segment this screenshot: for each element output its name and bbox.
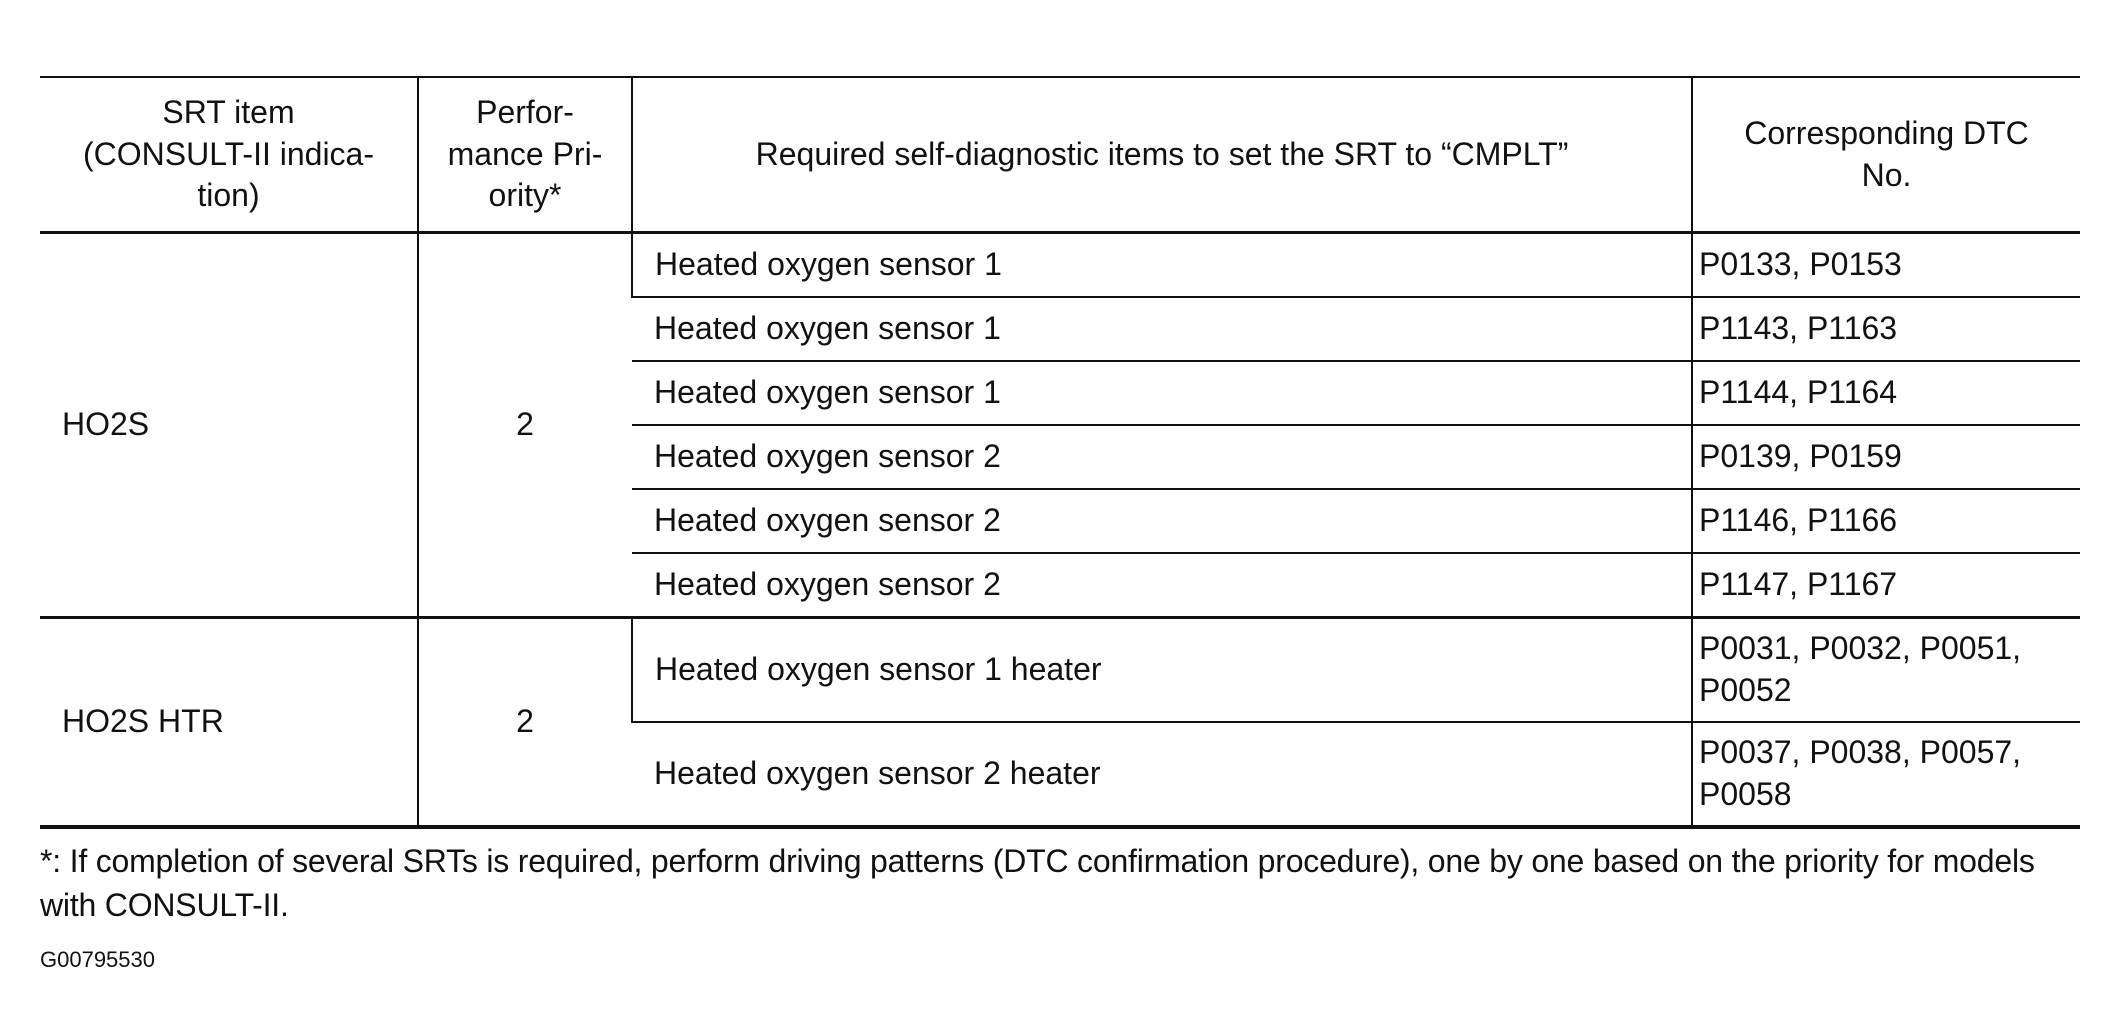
- self-diag-item-cell: Heated oxygen sensor 2: [632, 425, 1692, 489]
- header-row: [40, 77, 2080, 233]
- self-diag-item-cell: Heated oxygen sensor 2 heater: [632, 722, 1692, 827]
- self-diag-item-cell: Heated oxygen sensor 2: [632, 553, 1692, 618]
- header-required-items: [632, 77, 1692, 233]
- document-page: [40, 76, 2080, 973]
- figure-id: G00795530: [40, 947, 155, 972]
- header-dtc-no-line-2: No.: [1861, 156, 1912, 193]
- header-priority-line-2: mance Pri-: [447, 135, 603, 172]
- self-diag-item-cell: Heated oxygen sensor 1 heater: [632, 618, 1692, 723]
- header-dtc-no: [1692, 77, 2080, 233]
- table-header: [40, 77, 2080, 233]
- srt-item-cell: HO2S: [40, 233, 418, 618]
- header-srt-item-line-3: tion): [197, 177, 260, 214]
- header-priority: [418, 77, 632, 233]
- header-required-items-line-1: Required self-diagnostic items to set the SRT to “CMPLT”: [755, 135, 1569, 172]
- srt-table: [40, 76, 2080, 829]
- srt-item-cell: HO2S HTR: [40, 618, 418, 828]
- header-dtc-no-line-1: Corresponding DTC: [1744, 114, 2029, 151]
- header-srt-item: [40, 77, 418, 233]
- header-priority-line-3: ority*: [488, 177, 562, 214]
- self-diag-item-cell: Heated oxygen sensor 1: [632, 297, 1692, 361]
- dtc-cell: P0037, P0038, P0057, P0058: [1692, 722, 2080, 827]
- dtc-cell: P1147, P1167: [1692, 553, 2080, 618]
- dtc-cell: P1144, P1164: [1692, 361, 2080, 425]
- self-diag-item-cell: Heated oxygen sensor 2: [632, 489, 1692, 553]
- priority-cell: 2: [418, 233, 632, 618]
- table-row: [40, 618, 2080, 723]
- self-diag-item-cell: Heated oxygen sensor 1: [632, 233, 1692, 298]
- dtc-cell: P0133, P0153: [1692, 233, 2080, 298]
- self-diag-item-cell: Heated oxygen sensor 1: [632, 361, 1692, 425]
- dtc-cell: P0139, P0159: [1692, 425, 2080, 489]
- footnote: *: If completion of several SRTs is required, perform driving patterns (DTC confirmation procedure), one by one based on the priority for models with CONSULT-II.: [40, 843, 2035, 923]
- dtc-cell: P1143, P1163: [1692, 297, 2080, 361]
- priority-cell: 2: [418, 618, 632, 828]
- table-body: [40, 233, 2080, 828]
- header-priority-line-1: Perfor-: [476, 94, 574, 131]
- header-srt-item-line-2: (CONSULT-II indica-: [82, 135, 374, 172]
- dtc-cell: P0031, P0032, P0051, P0052: [1692, 618, 2080, 723]
- table-row: [40, 233, 2080, 298]
- header-srt-item-line-1: SRT item: [162, 94, 295, 131]
- dtc-cell: P1146, P1166: [1692, 489, 2080, 553]
